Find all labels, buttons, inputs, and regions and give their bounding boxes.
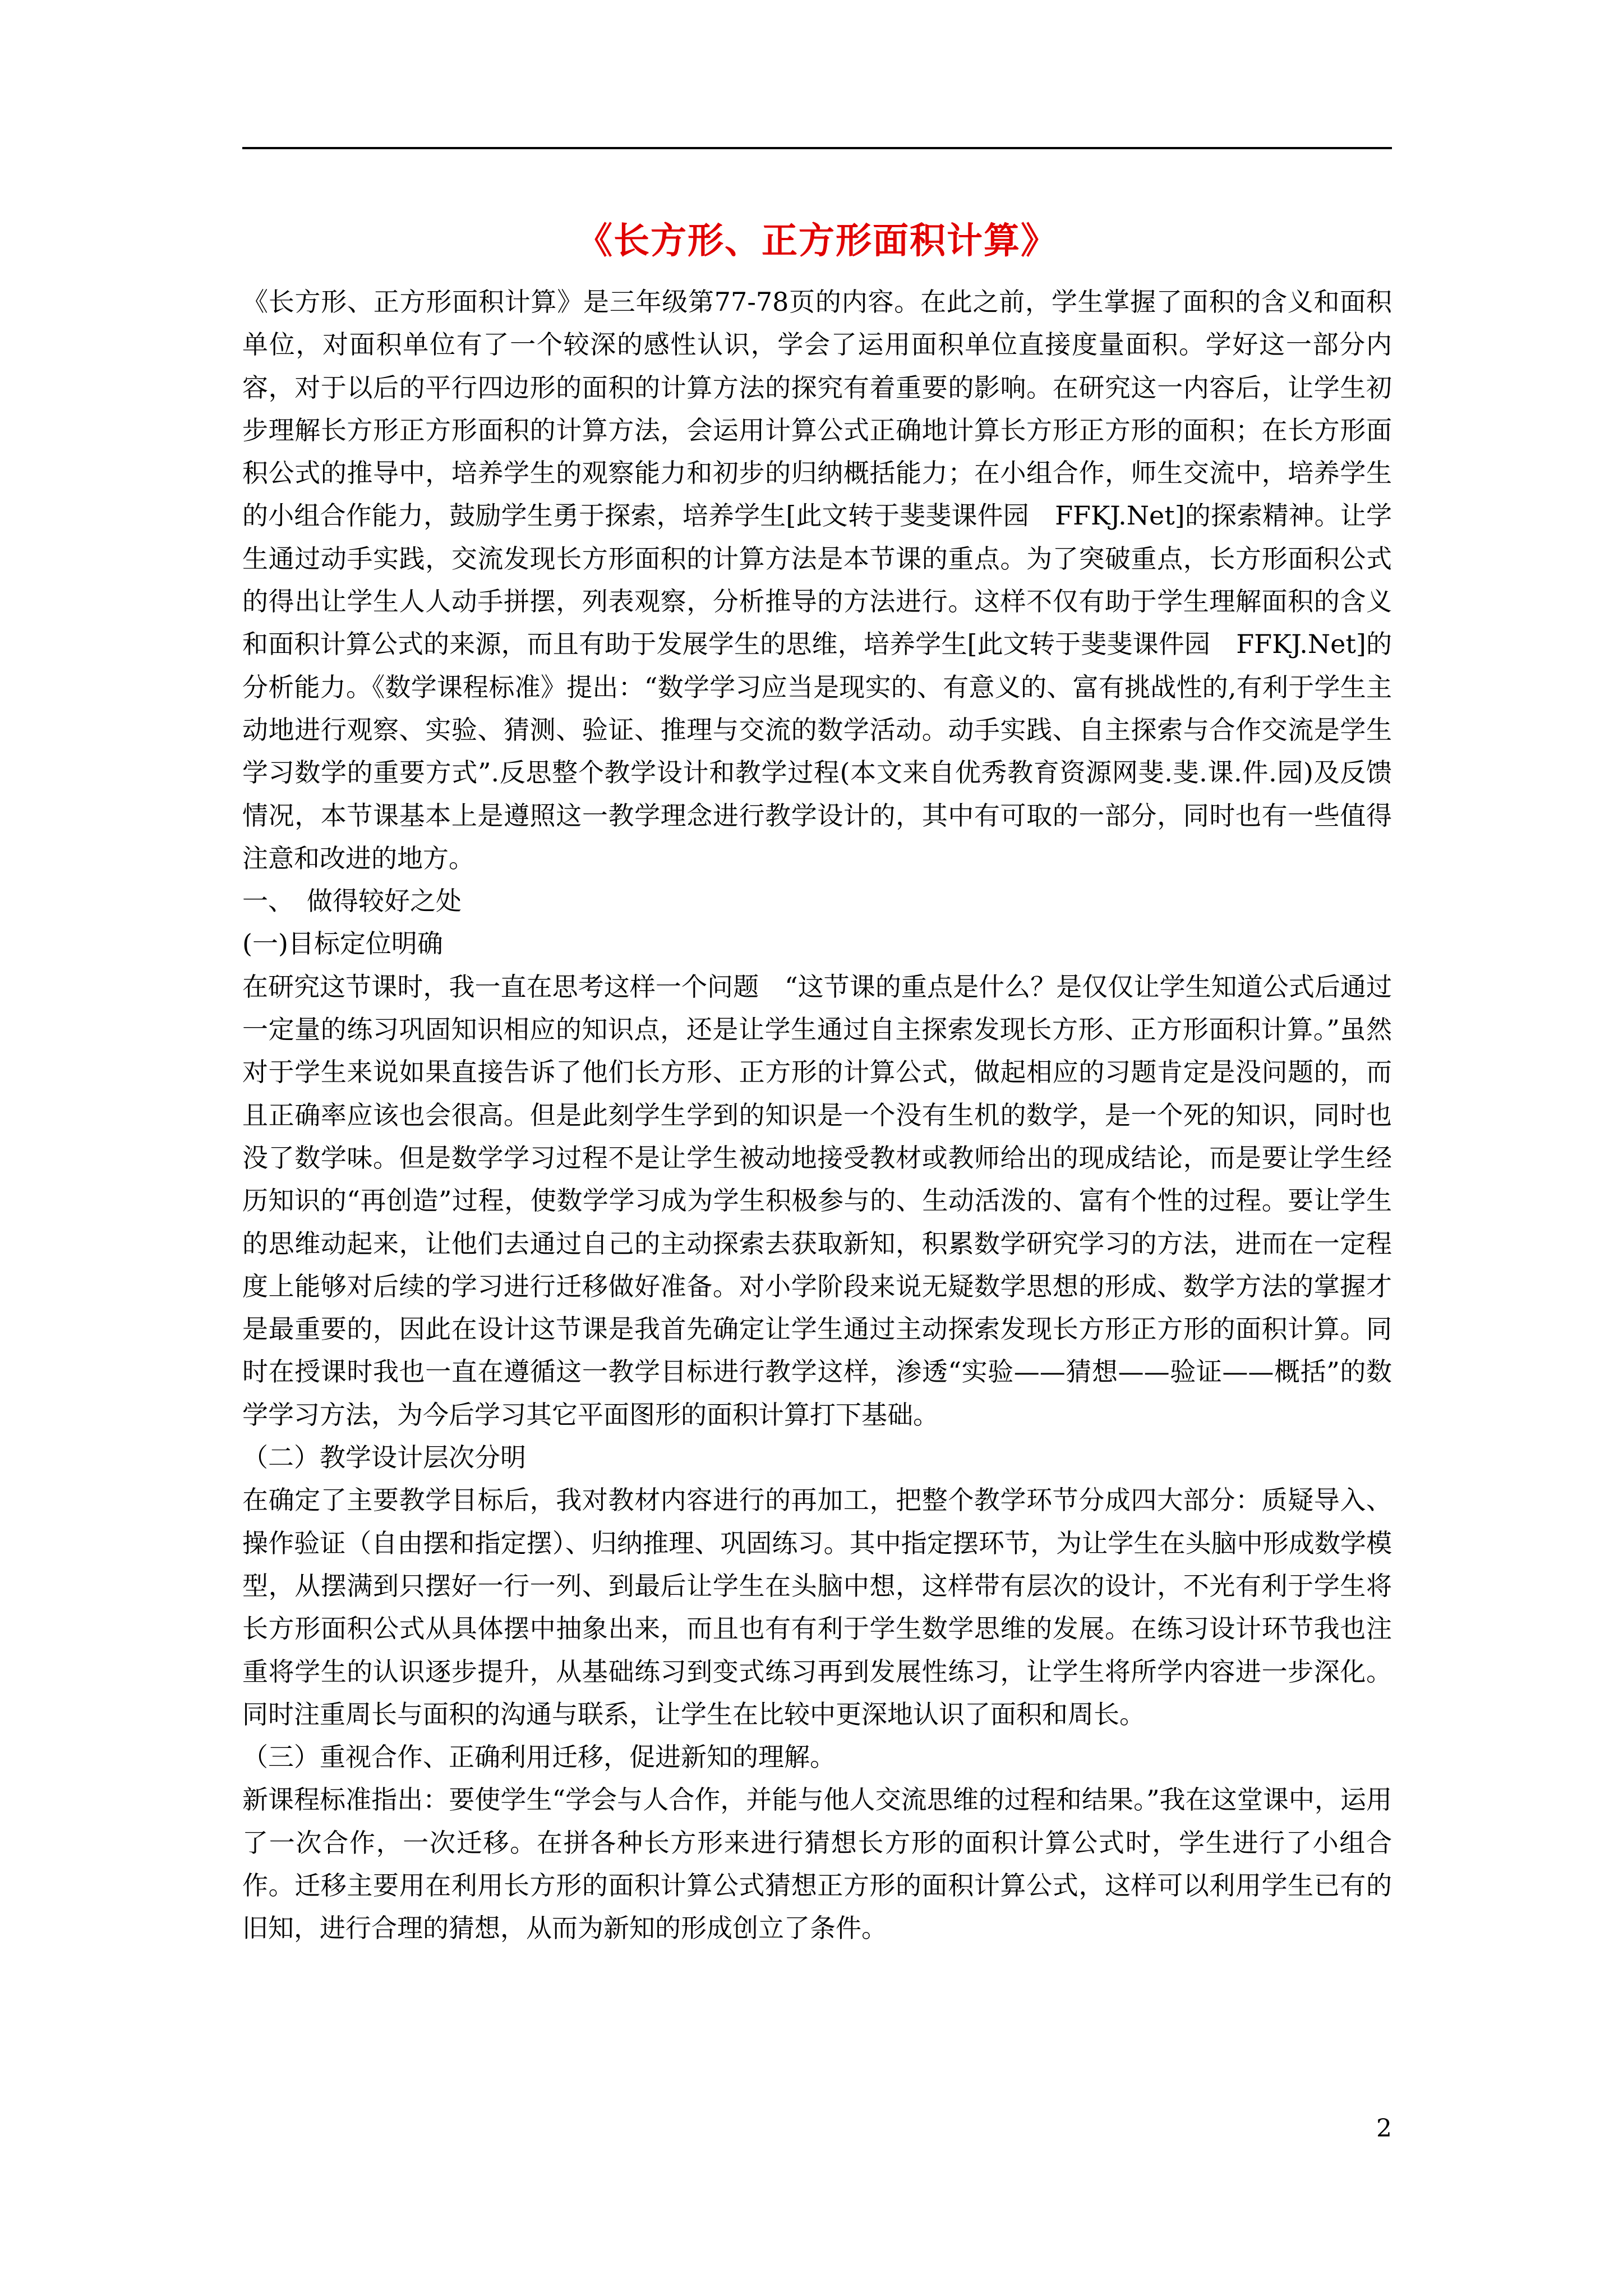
paragraph-design: 在确定了主要教学目标后，我对教材内容进行的再加工，把整个教学环节分成四大部分：质疑导入、操作验证（自由摆和指定摆）、归纳推理、巩固练习。其中指定摆环节，为让学生在头脑中形成数学模型，从摆满到只摆好一行一列、到最后让学生在头脑中想，这样带有层次的设计，不光有利于学生将长方形面积公式从具体摆中抽象出来，而且也有有利于学生数学思维的发展。在练习设计环节我也注重将学生的认识逐步提升，从基础练习到变式练习再到发展性练习，让学生将所学内容进一步深化。同时注重周长与面积的沟通与联系，让学生在比较中更深地认识了面积和周长。 bbox=[242, 1485, 1392, 1729]
subsection-heading-2: （二）教学设计层次分明 bbox=[242, 1442, 526, 1473]
paragraph-goal: 在研究这节课时，我一直在思考这样一个问题 “这节课的重点是什么？是仅仅让学生知道公式后通过一定量的练习巩固知识相应的知识点，还是让学生通过自主探索发现长方形、正方形面积计算。”虽然对于学生来说如果直接告诉了他们长方形、正方形的计算公式，做起相应的习题肯定是没问题的，而且正确率应该也会很高。但是此刻学生学到的知识是一个没有生机的数学，是一个死的知识，同时也没了数学味。但是数学学习过程不是让学生被动地接受教材或教师给出的现成结论，而是要让学生经历知识的“再创造”过程，使数学学习成为学生积极参与的、生动活泼的、富有个性的过程。要让学生的思维动起来，让他们去通过自己的主动探索去获取新知，积累数学研究学习的方法，进而在一定程度上能够对后续的学习进行迁移做好准备。对小学阶段来说无疑数学思想的形成、数学方法的掌握才是最重要的，因此在设计这节课是我首先确定让学生通过主动探索发现长方形正方形的面积计算。同时在授课时我也一直在遵循这一教学目标进行教学这样，渗透“实验——猜想——验证——概括”的数学学习方法，为今后学习其它平面图形的面积计算打下基础。 bbox=[242, 971, 1392, 1430]
section-heading-1: 一、 做得较好之处 bbox=[242, 886, 462, 917]
header-rule bbox=[242, 147, 1392, 149]
subsection-heading-3: （三）重视合作、正确利用迁移，促进新知的理解。 bbox=[242, 1742, 836, 1773]
page-number: 2 bbox=[1376, 2114, 1392, 2143]
document-body bbox=[242, 280, 1392, 1950]
paragraph-cooperation: 新课程标准指出：要使学生“学会与人合作，并能与他人交流思维的过程和结果。”我在这堂课中，运用了一次合作，一次迁移。在拼各种长方形来进行猜想长方形的面积计算公式时，学生进行了小组合作。迁移主要用在利用长方形的面积计算公式猜想正方形的面积计算公式，这样可以利用学生已有的旧知，进行合理的猜想，从而为新知的形成创立了条件。 bbox=[242, 1784, 1392, 1944]
document-title: 《长方形、正方形面积计算》 bbox=[577, 220, 1058, 262]
subsection-heading-1: (一)目标定位明确 bbox=[242, 928, 443, 959]
paragraph-intro: 《长方形、正方形面积计算》是三年级第77-78页的内容。在此之前，学生掌握了面积的含义和面积单位，对面积单位有了一个较深的感性认识，学会了运用面积单位直接度量面积。学好这一部分内容，对于以后的平行四边形的面积的计算方法的探究有着重要的影响。在研究这一内容后，让学生初步理解长方形正方形面积的计算方法，会运用计算公式正确地计算长方形正方形的面积；在长方形面积公式的推导中，培养学生的观察能力和初步的归纳概括能力；在小组合作，师生交流中，培养学生的小组合作能力，鼓励学生勇于探索，培养学生[此文转于斐斐课件园 FFKJ.Net]的探索精神。让学生通过动手实践，交流发现长方形面积的计算方法是本节课的重点。为了突破重点，长方形面积公式的得出让学生人人动手拼摆，列表观察，分析推导的方法进行。这样不仅有助于学生理解面积的含义和面积计算公式的来源，而且有助于发展学生的思维，培养学生[此文转于斐斐课件园 FFKJ.Net]的分析能力。《数学课程标准》提出：“数学学习应当是现实的、有意义的、富有挑战性的,有利于学生主动地进行观察、实验、猜测、验证、推理与交流的数学活动。动手实践、自主探索与合作交流是学生学习数学的重要方式”.反思整个教学设计和教学过程(本文来自优秀教育资源网斐.斐.课.件.园)及反馈情况，本节课基本上是遵照这一教学理念进行教学设计的，其中有可取的一部分，同时也有一些值得注意和改进的地方。 bbox=[242, 287, 1392, 873]
